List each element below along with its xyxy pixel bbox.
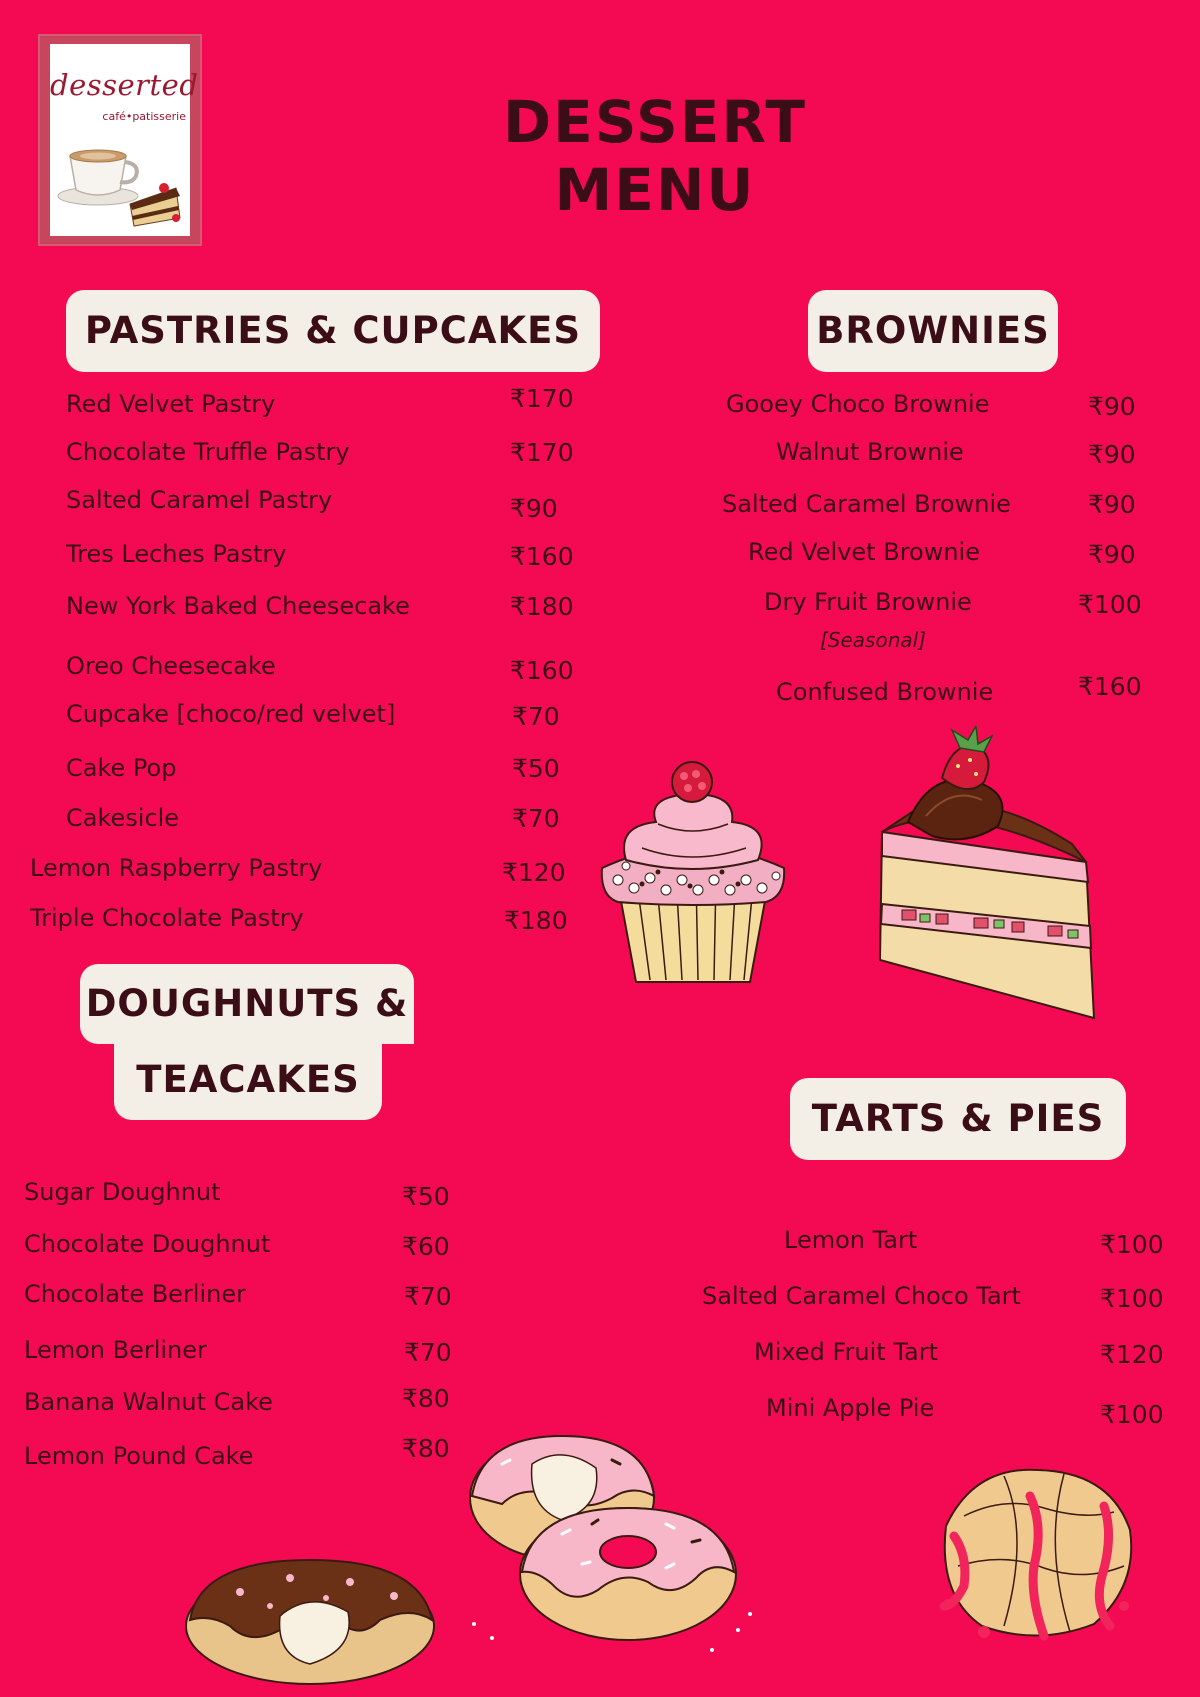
section-title: TARTS & PIES — [811, 1097, 1105, 1140]
menu-item-name: Cakesicle — [66, 804, 180, 832]
cafe-logo — [38, 34, 202, 246]
chocolate-doughnut-illustration — [180, 1530, 442, 1690]
menu-item-price: ₹90 — [510, 494, 558, 523]
menu-item-price: ₹90 — [1088, 540, 1136, 569]
pink-doughnuts-illustration — [462, 1424, 758, 1660]
menu-item-price: ₹120 — [502, 858, 566, 887]
menu-item-price: ₹60 — [402, 1232, 450, 1261]
menu-item-price: ₹160 — [510, 656, 574, 685]
menu-item-price: ₹80 — [402, 1434, 450, 1463]
menu-item-name: Mixed Fruit Tart — [754, 1338, 938, 1366]
menu-item-name: Salted Caramel Pastry — [66, 486, 333, 514]
menu-item-name: Confused Brownie — [776, 678, 994, 706]
menu-item-name: Chocolate Doughnut — [24, 1230, 271, 1258]
menu-item-name: New York Baked Cheesecake — [66, 592, 410, 620]
menu-item-name: Banana Walnut Cake — [24, 1388, 273, 1416]
menu-item-name: Lemon Raspberry Pastry — [30, 854, 323, 882]
logo-name: desserted — [50, 68, 199, 102]
menu-item-name: Lemon Tart — [784, 1226, 918, 1254]
menu-item-name: Lemon Berliner — [24, 1336, 207, 1364]
menu-item-name: Chocolate Berliner — [24, 1280, 246, 1308]
section-header-pastries — [66, 290, 600, 372]
menu-item-name: Cupcake [choco/red velvet] — [66, 700, 396, 728]
menu-item-name: Lemon Pound Cake — [24, 1442, 254, 1470]
menu-item-price: ₹80 — [402, 1384, 450, 1413]
cake-slice-illustration — [872, 726, 1104, 1030]
logo-card — [50, 44, 199, 236]
menu-item-price: ₹160 — [510, 542, 574, 571]
menu-item-price: ₹180 — [504, 906, 568, 935]
coffee-cup-icon — [56, 138, 184, 230]
menu-item-price: ₹170 — [510, 384, 574, 413]
seasonal-note: [Seasonal] — [820, 628, 927, 652]
menu-item-name: Tres Leches Pastry — [66, 540, 287, 568]
section-title-line2: TEACAKES — [136, 1058, 360, 1101]
menu-item-name: Dry Fruit Brownie — [764, 588, 972, 616]
menu-item-price: ₹100 — [1100, 1230, 1164, 1259]
section-title-line1: DOUGHNUTS & — [85, 982, 409, 1025]
menu-item-name: Red Velvet Pastry — [66, 390, 276, 418]
menu-item-price: ₹100 — [1100, 1284, 1164, 1313]
menu-item-name: Sugar Doughnut — [24, 1178, 221, 1206]
menu-item-name: Triple Chocolate Pastry — [30, 904, 304, 932]
section-header-doughnuts — [80, 964, 414, 1044]
section-title: PASTRIES & CUPCAKES — [84, 309, 582, 352]
menu-item-price: ₹180 — [510, 592, 574, 621]
menu-item-name: Gooey Choco Brownie — [726, 390, 990, 418]
page-title: DESSERT MENU — [503, 88, 807, 224]
menu-item-name: Red Velvet Brownie — [748, 538, 980, 566]
section-header-doughnuts-line2 — [114, 1040, 382, 1120]
menu-item-price: ₹90 — [1088, 392, 1136, 421]
section-header-tarts — [790, 1078, 1126, 1160]
menu-item-price: ₹90 — [1088, 440, 1136, 469]
menu-item-name: Oreo Cheesecake — [66, 652, 276, 680]
logo-tagline: café•patisserie — [102, 110, 186, 123]
section-title: BROWNIES — [816, 309, 1050, 352]
cupcake-illustration — [596, 756, 790, 990]
menu-item-price: ₹70 — [512, 804, 560, 833]
menu-item-name: Salted Caramel Choco Tart — [702, 1282, 1021, 1310]
menu-item-price: ₹100 — [1078, 590, 1142, 619]
menu-item-price: ₹100 — [1100, 1400, 1164, 1429]
menu-item-name: Walnut Brownie — [776, 438, 964, 466]
menu-item-price: ₹90 — [1088, 490, 1136, 519]
section-header-brownies — [808, 290, 1058, 372]
menu-item-price: ₹120 — [1100, 1340, 1164, 1369]
menu-item-name: Mini Apple Pie — [766, 1394, 935, 1422]
menu-item-name: Cake Pop — [66, 754, 177, 782]
menu-item-price: ₹70 — [512, 702, 560, 731]
menu-item-name: Chocolate Truffle Pastry — [66, 438, 350, 466]
menu-item-price: ₹70 — [404, 1282, 452, 1311]
menu-item-price: ₹50 — [402, 1182, 450, 1211]
berry-pie-illustration — [934, 1456, 1140, 1646]
menu-item-price: ₹170 — [510, 438, 574, 467]
menu-item-name: Salted Caramel Brownie — [722, 490, 1011, 518]
menu-item-price: ₹50 — [512, 754, 560, 783]
menu-item-price: ₹160 — [1078, 672, 1142, 701]
menu-item-price: ₹70 — [404, 1338, 452, 1367]
